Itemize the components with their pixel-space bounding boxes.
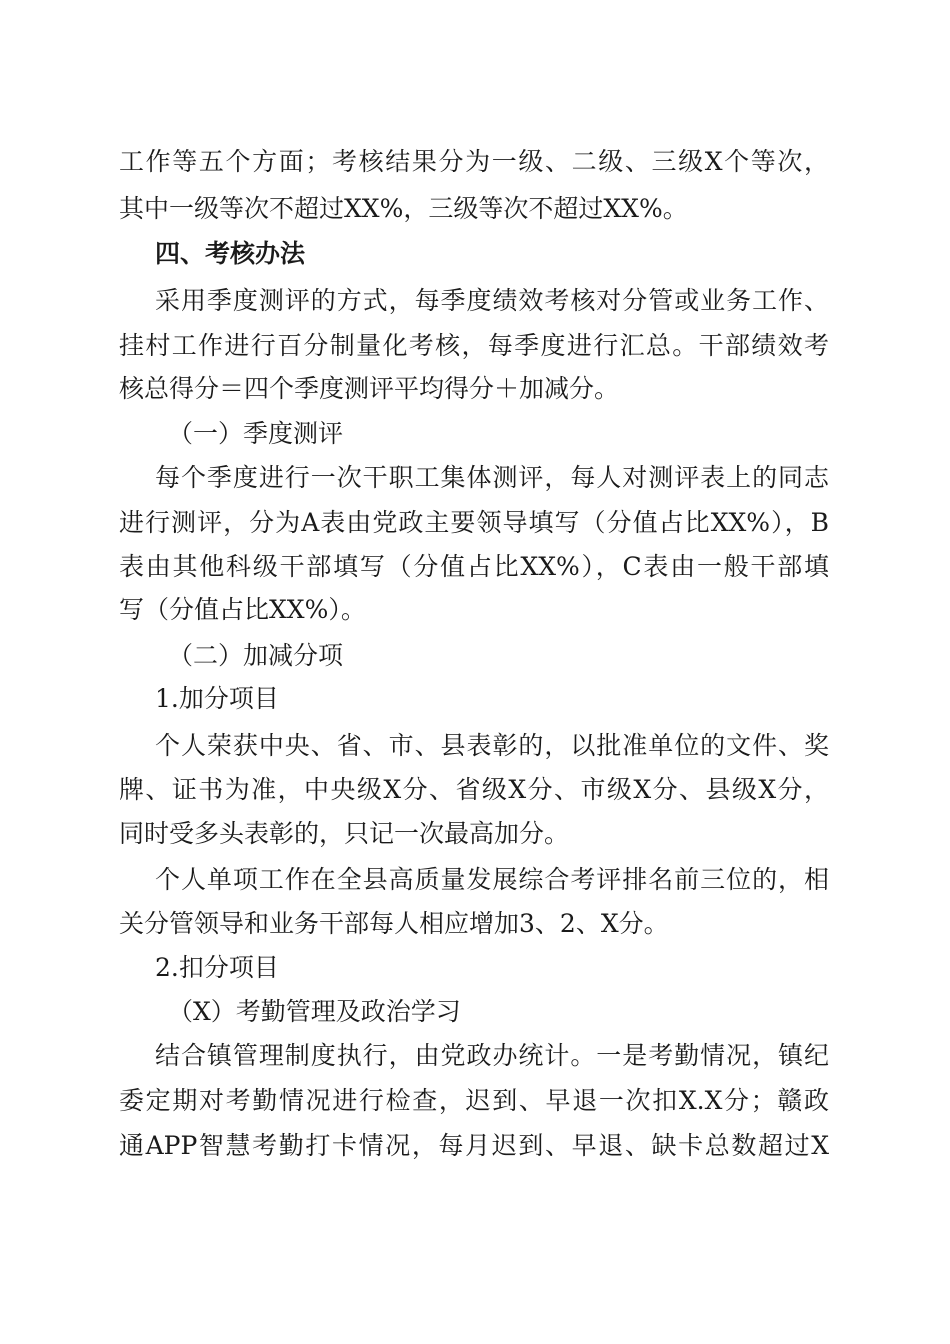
paragraph-line: 其中一级等次不超过XX%，三级等次不超过XX%。 (119, 194, 688, 223)
section-heading: 四、考核办法 (155, 239, 306, 268)
item-heading: 1.加分项目 (155, 684, 279, 713)
paragraph-line: 采用季度测评的方式，每季度绩效考核对分管或业务工作、 (155, 286, 829, 315)
subsection-heading: （一）季度测评 (168, 419, 344, 448)
paragraph-line: 同时受多头表彰的，只记一次最高加分。 (119, 819, 570, 848)
paragraph-line: 通APP智慧考勤打卡情况，每月迟到、早退、缺卡总数超过X (119, 1131, 829, 1160)
paragraph-line: 工作等五个方面；考核结果分为一级、二级、三级X个等次， (119, 147, 829, 176)
paragraph-line: 表由其他科级干部填写（分值占比XX%），C表由一般干部填 (119, 552, 829, 581)
paragraph-line: 牌、证书为准，中央级X分、省级X分、市级X分、县级X分， (119, 775, 829, 804)
paragraph-line: 关分管领导和业务干部每人相应增加3、2、X分。 (119, 909, 669, 938)
item-heading: 2.扣分项目 (155, 953, 279, 982)
paragraph-line: 个人单项工作在全县高质量发展综合考评排名前三位的，相 (155, 865, 829, 894)
paragraph-line: 核总得分＝四个季度测评平均得分＋加减分。 (119, 374, 620, 403)
paragraph-line: 写（分值占比XX%）。 (119, 595, 366, 624)
paragraph-line: 进行测评，分为A表由党政主要领导填写（分值占比XX%），B (119, 508, 829, 537)
subsection-heading: （二）加减分项 (168, 641, 344, 670)
paragraph-line: 个人荣获中央、省、市、县表彰的，以批准单位的文件、奖 (155, 731, 829, 760)
item-subheading: （X）考勤管理及政治学习 (168, 997, 461, 1026)
paragraph-line: 结合镇管理制度执行，由党政办统计。一是考勤情况，镇纪 (155, 1041, 829, 1070)
paragraph-line: 委定期对考勤情况进行检查，迟到、早退一次扣X.X分；赣政 (119, 1086, 829, 1115)
paragraph-line: 挂村工作进行百分制量化考核，每季度进行汇总。干部绩效考 (119, 331, 829, 360)
paragraph-line: 每个季度进行一次干职工集体测评，每人对测评表上的同志 (155, 463, 829, 492)
